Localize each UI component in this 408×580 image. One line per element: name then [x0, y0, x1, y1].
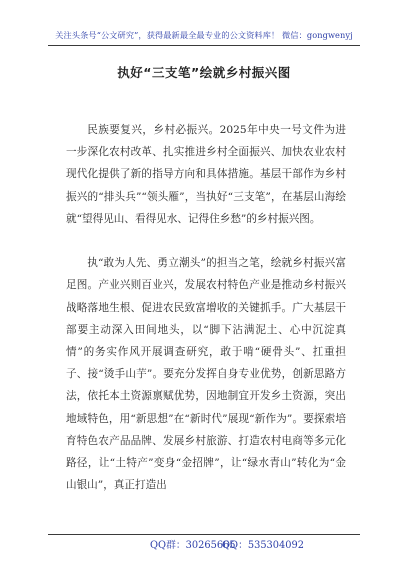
- document-body: [66, 119, 346, 496]
- header-promo-text: 关注头条号“公文研究”，获得最新最全最专业的公文资料库！ 微信：gongwenyj: [55, 30, 353, 40]
- document-title: 执好“三支笔”绘就乡村振兴图: [117, 65, 291, 80]
- footer-qq-group: QQ群：30265665: [150, 540, 236, 551]
- footer-qq-number: QQ：535304092: [222, 540, 304, 551]
- header-divider: [48, 45, 360, 46]
- footer-divider: [48, 534, 360, 535]
- paragraph-2: 执“敢为人先、勇立潮头”的担当之笔，绘就乡村振兴富足图。产业兴则百业兴，发展农村特色产业是推动乡村振兴战略落地生根、促进农民致富增收的关键抓手。广大基层干部要主动深入田间地头，以“脚下沾满泥土、心中沉淀真情”的务实作风开展调查研究，敢于啃“硬骨头”、扛重担子、接“烫手山芋”。要充分发挥自身专业优势，创新思路方法，依托本土资源禀赋优势，因地制宜开发乡土资源，突出地域特色，用“新思想”在“新时代”展现“新作为”。要探索培育特色农产品品牌、发展乡村旅游、打造农村电商等多元化路径，让“土特产”变身“金招牌”，让“绿水青山”转化为“金山银山”，真正打造出: [66, 257, 346, 492]
- paragraph-1: 民族要复兴，乡村必振兴。2025年中央一号文件为进一步深化农村改革、扎实推进乡村全面振兴、加快农业农村现代化提供了新的指导方向和具体措施。基层干部作为乡村振兴的“排头兵”“领头雁”，当执好“三支笔”，在基层山海绘就“望得见山、看得见水、记得住乡愁”的乡村振兴图。: [66, 124, 346, 225]
